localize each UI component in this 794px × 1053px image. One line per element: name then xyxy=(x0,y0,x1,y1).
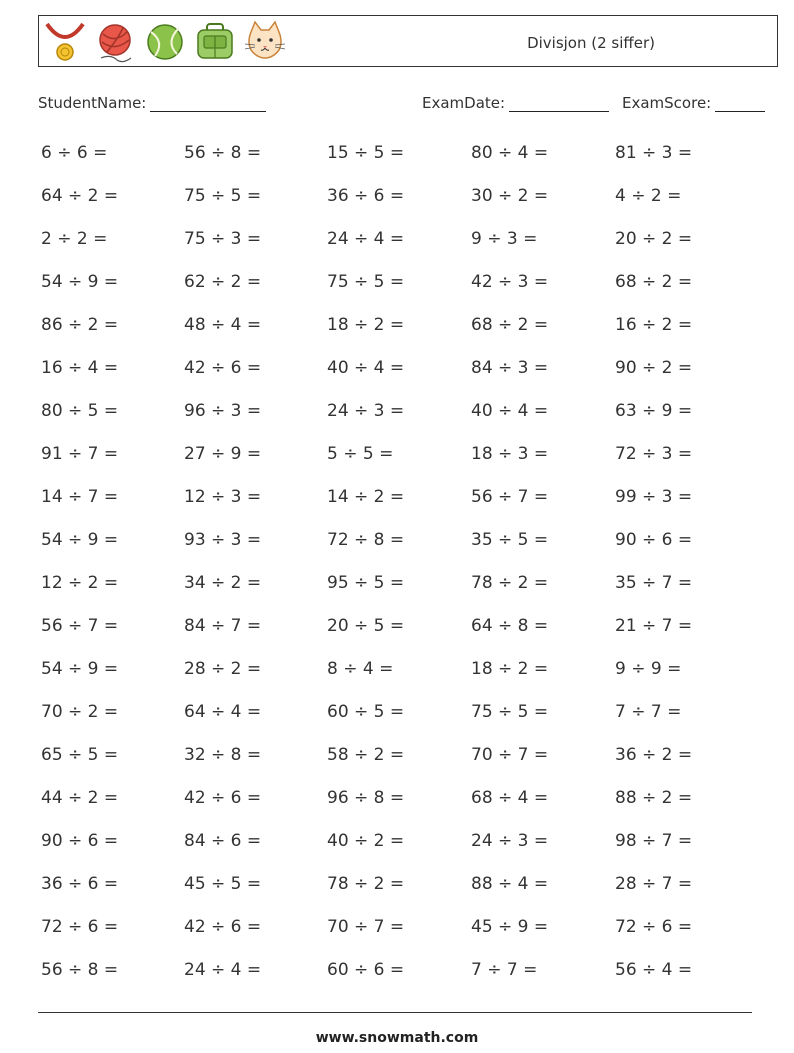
division-problem: 88 ÷ 2 = xyxy=(615,788,693,808)
division-problem: 86 ÷ 2 = xyxy=(41,315,119,335)
division-problem: 32 ÷ 8 = xyxy=(184,745,262,765)
division-problem: 62 ÷ 2 = xyxy=(184,272,262,292)
division-problem: 18 ÷ 2 = xyxy=(471,659,549,679)
division-problem: 58 ÷ 2 = xyxy=(327,745,405,765)
division-problem: 40 ÷ 4 = xyxy=(327,358,405,378)
division-problem: 90 ÷ 2 = xyxy=(615,358,693,378)
division-problem: 6 ÷ 6 = xyxy=(41,143,108,163)
division-problem: 65 ÷ 5 = xyxy=(41,745,119,765)
division-problem: 68 ÷ 4 = xyxy=(471,788,549,808)
header-icons xyxy=(43,20,287,64)
division-problem: 14 ÷ 2 = xyxy=(327,487,405,507)
division-problem: 30 ÷ 2 = xyxy=(471,186,549,206)
division-problem: 28 ÷ 2 = xyxy=(184,659,262,679)
division-problem: 12 ÷ 3 = xyxy=(184,487,262,507)
division-problem: 16 ÷ 4 = xyxy=(41,358,119,378)
division-problem: 36 ÷ 2 = xyxy=(615,745,693,765)
division-problem: 96 ÷ 8 = xyxy=(327,788,405,808)
division-problem: 45 ÷ 5 = xyxy=(184,874,262,894)
exam-date-field xyxy=(422,94,609,112)
division-problem: 7 ÷ 7 = xyxy=(471,960,538,980)
division-problem: 56 ÷ 4 = xyxy=(615,960,693,980)
division-problem: 42 ÷ 6 = xyxy=(184,917,262,937)
cat-face-icon xyxy=(243,20,287,64)
division-problem: 5 ÷ 5 = xyxy=(327,444,394,464)
division-problem: 64 ÷ 2 = xyxy=(41,186,119,206)
division-problem: 70 ÷ 2 = xyxy=(41,702,119,722)
student-name-line[interactable] xyxy=(150,96,266,112)
division-problem: 42 ÷ 6 = xyxy=(184,788,262,808)
division-problem: 40 ÷ 2 = xyxy=(327,831,405,851)
division-problem: 68 ÷ 2 = xyxy=(471,315,549,335)
footer-divider xyxy=(38,1012,752,1013)
division-problem: 91 ÷ 7 = xyxy=(41,444,119,464)
division-problem: 36 ÷ 6 = xyxy=(327,186,405,206)
division-problem: 84 ÷ 6 = xyxy=(184,831,262,851)
division-problem: 56 ÷ 7 = xyxy=(41,616,119,636)
division-problem: 21 ÷ 7 = xyxy=(615,616,693,636)
tennis-ball-icon xyxy=(143,20,187,64)
division-problem: 54 ÷ 9 = xyxy=(41,272,119,292)
division-problem: 24 ÷ 3 = xyxy=(327,401,405,421)
division-problem: 24 ÷ 4 = xyxy=(327,229,405,249)
division-problem: 70 ÷ 7 = xyxy=(327,917,405,937)
footer-url: www.snowmath.com xyxy=(315,1030,479,1046)
medal-icon xyxy=(43,20,87,64)
division-problem: 72 ÷ 8 = xyxy=(327,530,405,550)
exam-date-label: ExamDate: xyxy=(422,94,506,112)
division-problem: 45 ÷ 9 = xyxy=(471,917,549,937)
division-problem: 95 ÷ 5 = xyxy=(327,573,405,593)
division-problem: 64 ÷ 8 = xyxy=(471,616,549,636)
division-problem: 42 ÷ 3 = xyxy=(471,272,549,292)
exam-score-label: ExamScore: xyxy=(622,94,712,112)
division-problem: 56 ÷ 7 = xyxy=(471,487,549,507)
division-problem: 56 ÷ 8 = xyxy=(41,960,119,980)
division-problem: 96 ÷ 3 = xyxy=(184,401,262,421)
division-problem: 72 ÷ 3 = xyxy=(615,444,693,464)
division-problem: 27 ÷ 9 = xyxy=(184,444,262,464)
exam-score-field xyxy=(622,94,765,112)
division-problem: 28 ÷ 7 = xyxy=(615,874,693,894)
division-problem: 78 ÷ 2 = xyxy=(327,874,405,894)
division-problem: 75 ÷ 5 = xyxy=(471,702,549,722)
division-problem: 72 ÷ 6 = xyxy=(615,917,693,937)
exam-date-line[interactable] xyxy=(509,96,609,112)
division-problem: 64 ÷ 4 = xyxy=(184,702,262,722)
division-problem: 14 ÷ 7 = xyxy=(41,487,119,507)
division-problem: 90 ÷ 6 = xyxy=(41,831,119,851)
division-problem: 75 ÷ 5 = xyxy=(327,272,405,292)
worksheet-title: Divisjon (2 siffer) xyxy=(527,34,655,52)
division-problem: 98 ÷ 7 = xyxy=(615,831,693,851)
division-problem: 63 ÷ 9 = xyxy=(615,401,693,421)
division-problem: 35 ÷ 5 = xyxy=(471,530,549,550)
division-problem: 18 ÷ 3 = xyxy=(471,444,549,464)
division-problem: 60 ÷ 6 = xyxy=(327,960,405,980)
division-problem: 90 ÷ 6 = xyxy=(615,530,693,550)
yarn-ball-icon xyxy=(93,20,137,64)
division-problem: 60 ÷ 5 = xyxy=(327,702,405,722)
division-problem: 9 ÷ 3 = xyxy=(471,229,538,249)
division-problem: 36 ÷ 6 = xyxy=(41,874,119,894)
division-problem: 2 ÷ 2 = xyxy=(41,229,108,249)
division-problem: 40 ÷ 4 = xyxy=(471,401,549,421)
division-problem: 7 ÷ 7 = xyxy=(615,702,682,722)
division-problem: 34 ÷ 2 = xyxy=(184,573,262,593)
division-problem: 78 ÷ 2 = xyxy=(471,573,549,593)
header-box xyxy=(38,15,778,67)
division-problem: 54 ÷ 9 = xyxy=(41,659,119,679)
student-name-label: StudentName: xyxy=(38,94,147,112)
division-problem: 24 ÷ 3 = xyxy=(471,831,549,851)
division-problem: 44 ÷ 2 = xyxy=(41,788,119,808)
division-problem: 18 ÷ 2 = xyxy=(327,315,405,335)
division-problem: 72 ÷ 6 = xyxy=(41,917,119,937)
division-problem: 99 ÷ 3 = xyxy=(615,487,693,507)
division-problem: 70 ÷ 7 = xyxy=(471,745,549,765)
division-problem: 56 ÷ 8 = xyxy=(184,143,262,163)
division-problem: 88 ÷ 4 = xyxy=(471,874,549,894)
exam-score-line[interactable] xyxy=(715,96,765,112)
division-problem: 68 ÷ 2 = xyxy=(615,272,693,292)
division-problem: 80 ÷ 4 = xyxy=(471,143,549,163)
division-problem: 15 ÷ 5 = xyxy=(327,143,405,163)
division-problem: 20 ÷ 2 = xyxy=(615,229,693,249)
division-problem: 8 ÷ 4 = xyxy=(327,659,394,679)
division-problem: 35 ÷ 7 = xyxy=(615,573,693,593)
division-problem: 93 ÷ 3 = xyxy=(184,530,262,550)
division-problem: 84 ÷ 7 = xyxy=(184,616,262,636)
division-problem: 12 ÷ 2 = xyxy=(41,573,119,593)
division-problem: 54 ÷ 9 = xyxy=(41,530,119,550)
student-name-field xyxy=(38,94,266,112)
division-problem: 81 ÷ 3 = xyxy=(615,143,693,163)
division-problem: 75 ÷ 3 = xyxy=(184,229,262,249)
backpack-icon xyxy=(193,20,237,64)
division-problem: 20 ÷ 5 = xyxy=(327,616,405,636)
division-problem: 4 ÷ 2 = xyxy=(615,186,682,206)
division-problem: 75 ÷ 5 = xyxy=(184,186,262,206)
division-problem: 16 ÷ 2 = xyxy=(615,315,693,335)
division-problem: 84 ÷ 3 = xyxy=(471,358,549,378)
division-problem: 24 ÷ 4 = xyxy=(184,960,262,980)
division-problem: 42 ÷ 6 = xyxy=(184,358,262,378)
division-problem: 80 ÷ 5 = xyxy=(41,401,119,421)
division-problem: 48 ÷ 4 = xyxy=(184,315,262,335)
division-problem: 9 ÷ 9 = xyxy=(615,659,682,679)
